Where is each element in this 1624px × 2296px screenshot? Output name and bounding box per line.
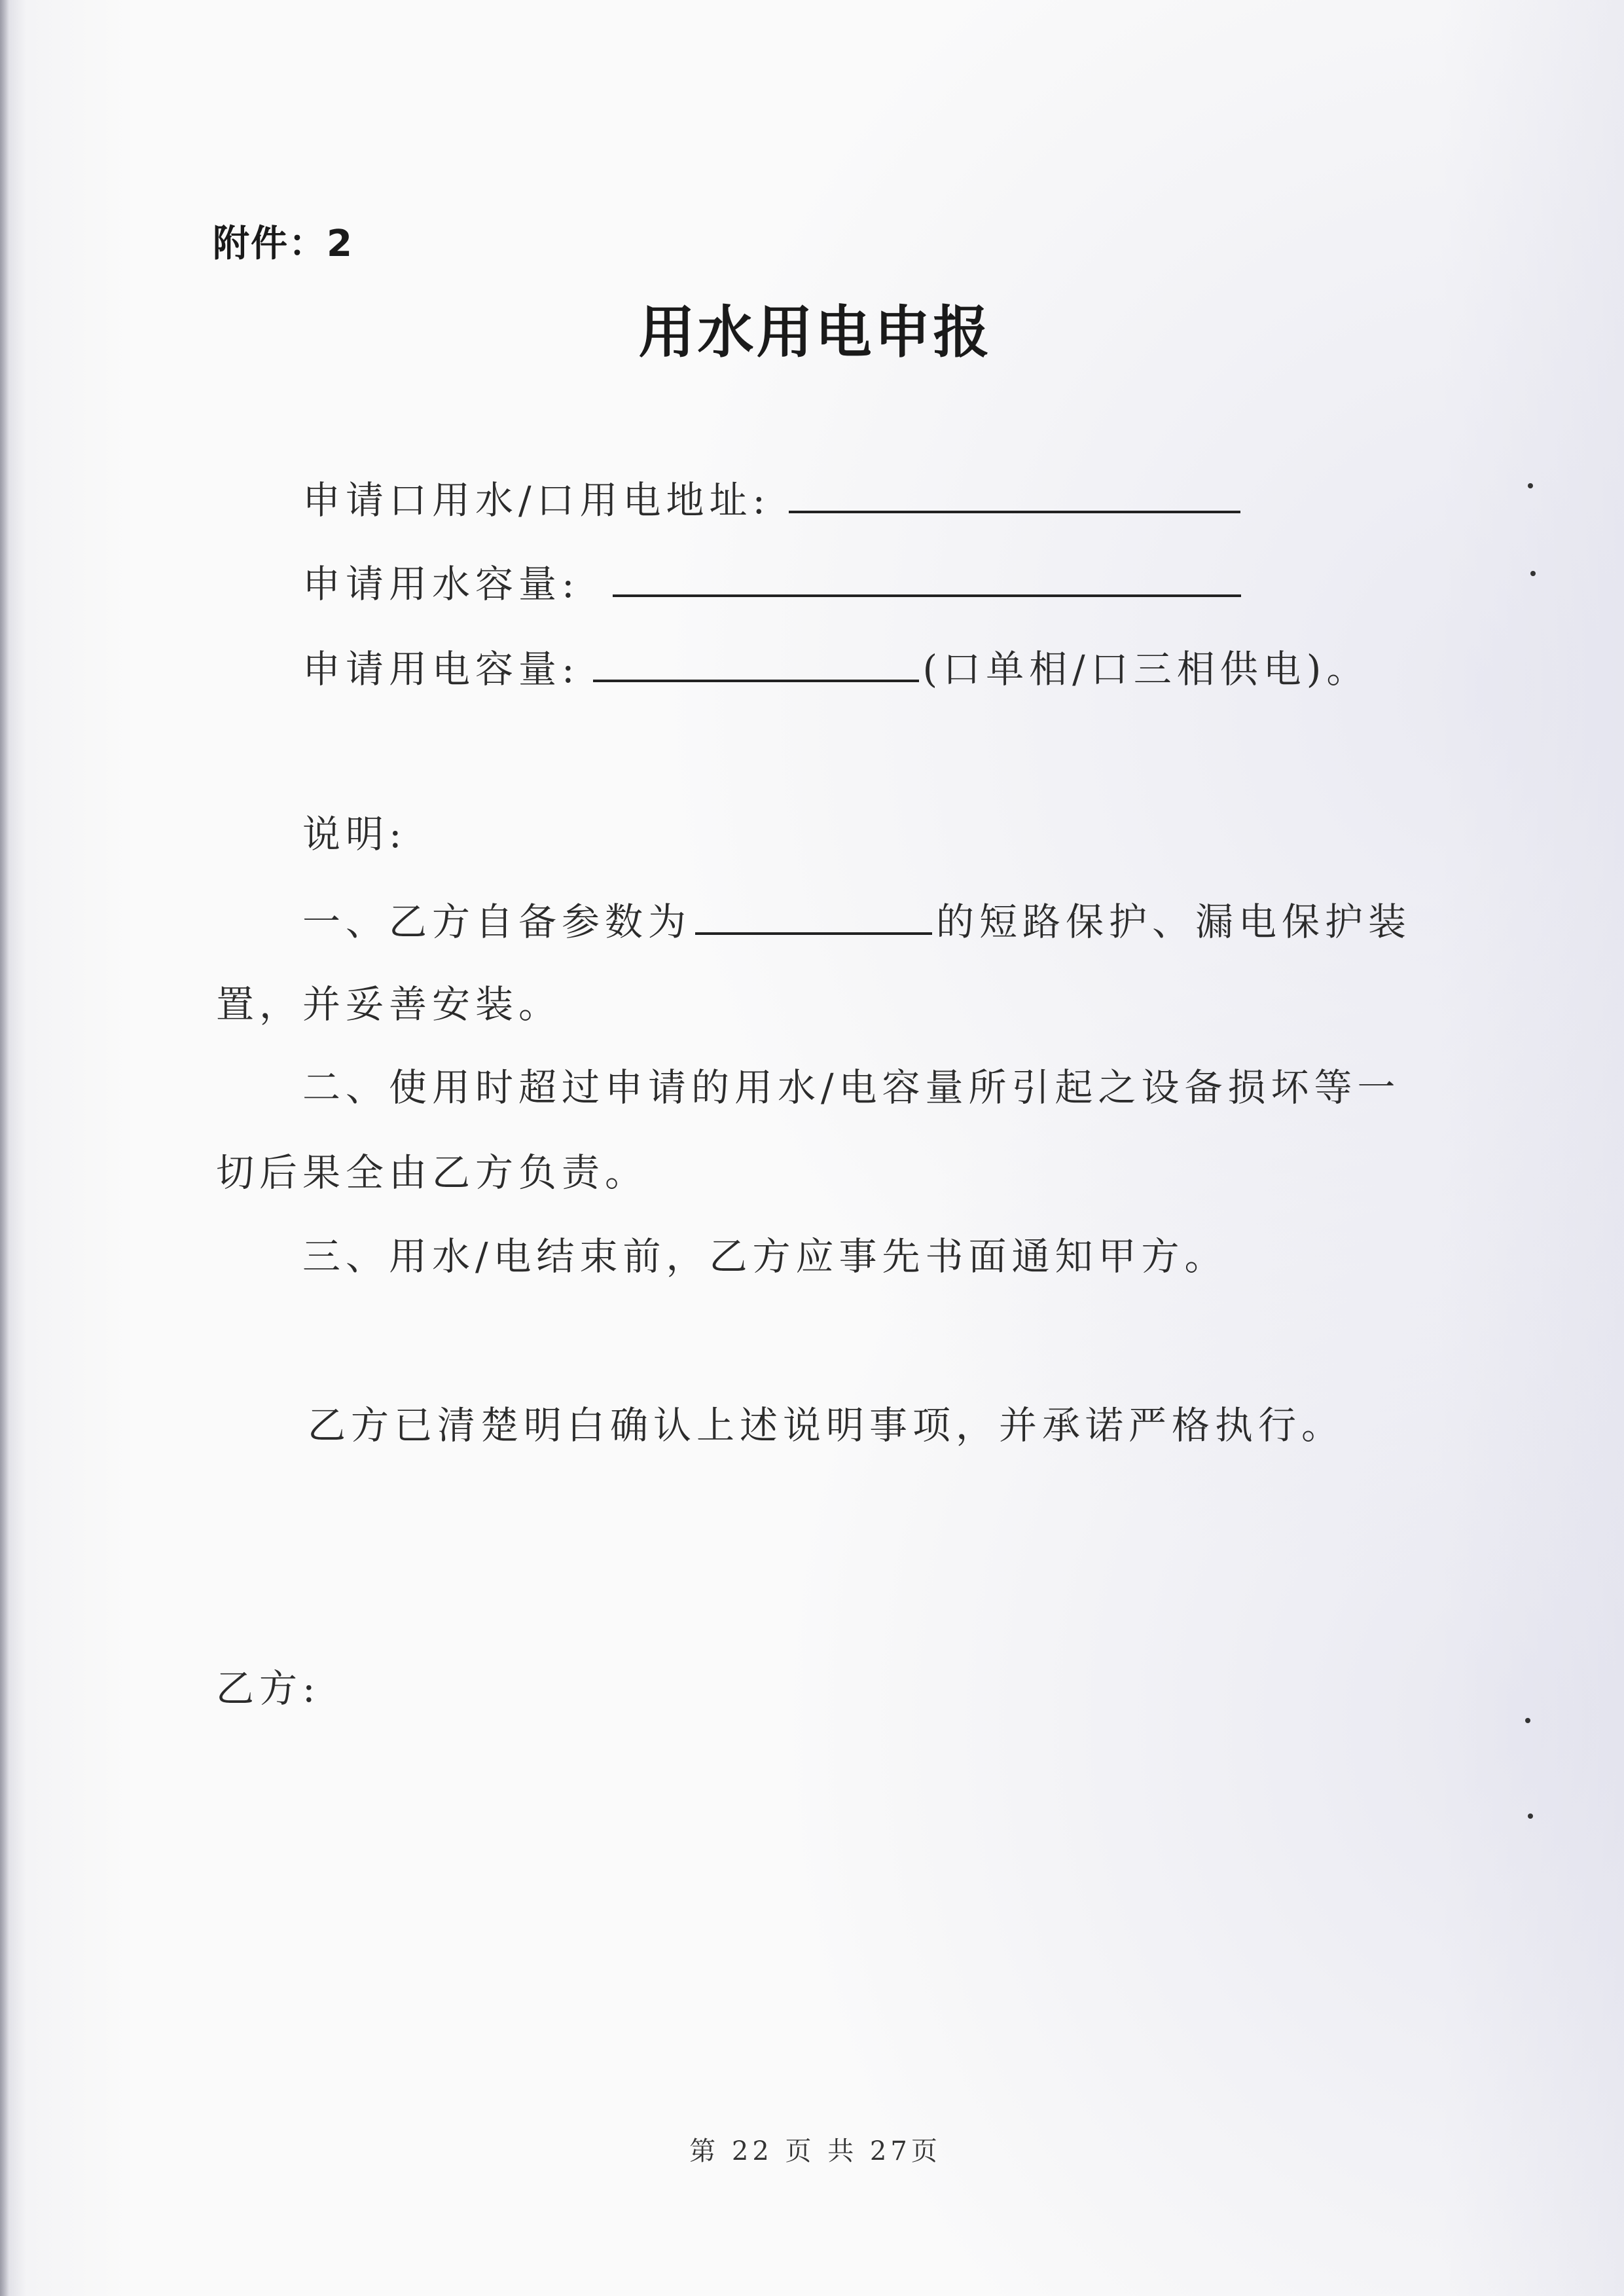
- binder-hole-mark: [1528, 483, 1533, 488]
- note-item-1: [302, 898, 1412, 944]
- power-phase-options: (口单相/口三相供电)。: [922, 647, 1370, 691]
- page-indicator: 第 22 页 共 27页: [689, 2136, 941, 2166]
- address-field-row: [302, 477, 1244, 522]
- party-b-signature-label: 乙方:: [216, 1666, 321, 1711]
- address-label: 申请口用水/口用电地址:: [302, 478, 771, 522]
- confirmation-statement: 乙方已清楚明白确认上述说明事项，并承诺严格执行。: [308, 1403, 1345, 1448]
- binder-hole-mark: [1528, 1813, 1533, 1819]
- address-blank[interactable]: [789, 477, 1240, 513]
- power-capacity-label: 申请用电容量:: [302, 647, 580, 691]
- power-capacity-blank[interactable]: [593, 646, 919, 682]
- notes-heading: 说明:: [302, 812, 407, 856]
- note-item-2-line-1: 二、使用时超过申请的用水/电容量所引起之设备损坏等一: [302, 1065, 1401, 1110]
- attachment-label: 附件：2: [213, 223, 353, 265]
- note-item-1-after: 的短路保护、漏电保护装: [936, 900, 1412, 944]
- water-capacity-row: [302, 560, 1245, 606]
- water-capacity-blank[interactable]: [613, 560, 1241, 597]
- power-capacity-row: [302, 646, 1370, 691]
- binder-hole-mark: [1530, 571, 1536, 576]
- protection-parameter-blank[interactable]: [695, 898, 932, 935]
- note-item-1-continued: 置，并妥善安装。: [216, 982, 562, 1027]
- note-item-3: 三、用水/电结束前，乙方应事先书面通知甲方。: [302, 1234, 1228, 1279]
- water-capacity-label: 申请用水容量:: [302, 562, 580, 606]
- note-item-2-line-2: 切后果全由乙方负责。: [216, 1150, 649, 1195]
- note-item-1-before: 一、乙方自备参数为: [302, 900, 692, 944]
- document-title: 用水用电申报: [638, 300, 992, 365]
- binder-hole-mark: [1525, 1718, 1530, 1723]
